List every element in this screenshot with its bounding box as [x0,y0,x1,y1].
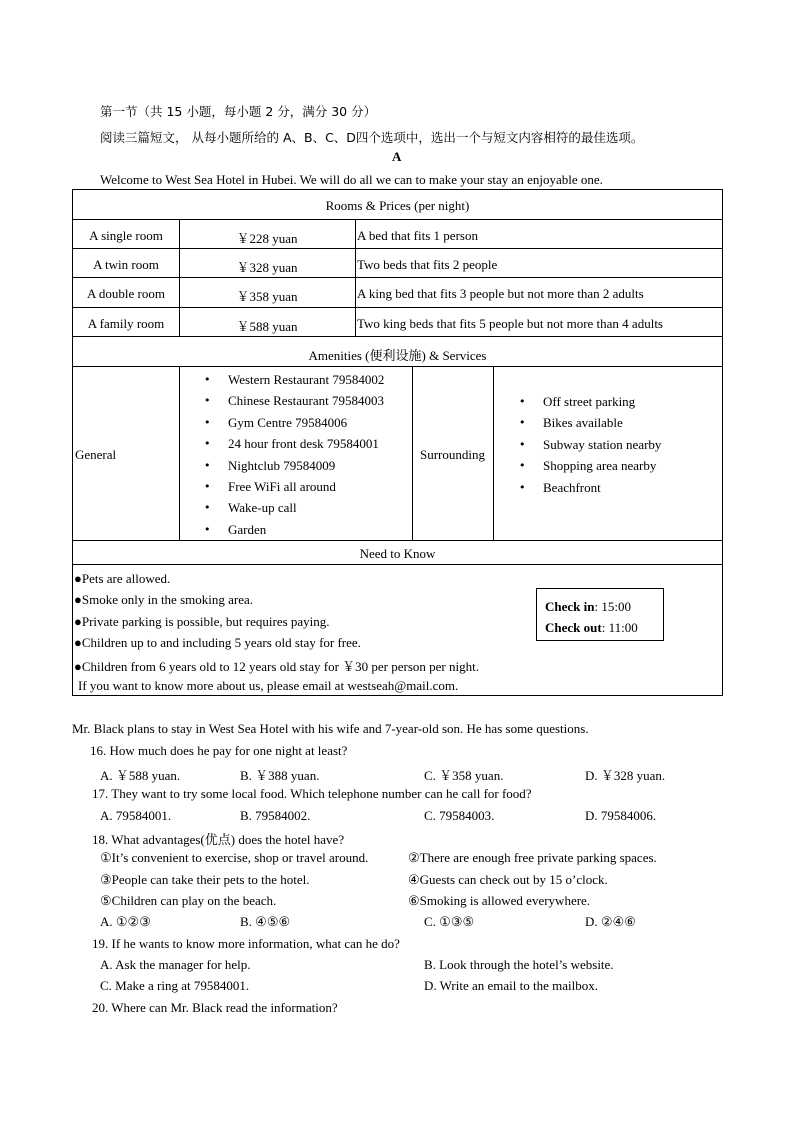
contact-line: If you want to know more about us, please email at westseah@mail.com. [78,678,459,693]
room-type: A double room [87,286,165,301]
option-b: B. Look through the hotel’s website. [424,957,614,972]
room-type: A single room [89,228,163,243]
list-item: • Free WiFi all around [204,476,384,497]
list-item: • 24 hour front desk 79584001 [204,433,384,454]
option-b: B. 79584002. [240,808,311,823]
statement: ②There are enough free private parking spaces. [408,850,657,865]
list-item: • Wake-up call [204,497,384,518]
option-a: A. 79584001. [100,808,172,823]
list-item: • Beachfront [519,477,661,498]
check-in-row [545,596,663,617]
need-to-know-title: Need to Know [359,546,436,561]
list-item: • Western Restaurant 79584002 [204,369,384,390]
notice-item: ●Smoke only in the smoking area. [74,592,253,607]
list-item: • Chinese Restaurant 79584003 [204,390,384,411]
check-in-time: : 15:00 [594,599,631,614]
list-item: • Garden [204,519,384,540]
rooms-prices-title: Rooms & Prices (per night) [325,198,470,213]
statement: ⑤Children can play on the beach. [100,893,277,908]
option-a: A. ￥588 yuan. [100,768,181,783]
question-intro: Mr. Black plans to stay in West Sea Hotel with his wife and 7-year-old son. He has some questions. [72,721,589,736]
room-price: ￥588 yuan [236,319,298,334]
room-desc: Two beds that fits 2 people [357,257,498,272]
room-type: A twin room [93,257,159,272]
list-item: • Gym Centre 79584006 [204,412,384,433]
statement: ①It’s convenient to exercise, shop or travel around. [100,850,369,865]
room-price: ￥358 yuan [236,289,298,304]
amenities-title: Amenities (便利设施) & Services [308,348,487,363]
notice-item: ●Children up to and including 5 years old stay for free. [74,635,361,650]
statement: ③People can take their pets to the hotel. [100,872,310,887]
notice-item: ●Private parking is possible, but requires paying. [74,614,330,629]
list-item: • Off street parking [519,391,661,412]
question-stem: 19. If he wants to know more information, what can he do? [92,936,400,951]
option-c: C. 79584003. [424,808,495,823]
welcome-line: Welcome to West Sea Hotel in Hubei. We will do all we can to make your stay an enjoyable one. [100,172,603,187]
option-d: D. Write an email to the mailbox. [424,978,598,993]
check-out-row [545,617,663,638]
question-stem: 18. What advantages(优点) does the hotel have? [92,832,345,847]
room-desc: A king bed that fits 3 people but not more than 2 adults [357,286,644,301]
list-item: • Subway station nearby [519,434,661,455]
option-c: C. ￥358 yuan. [424,768,504,783]
general-label: General [75,447,117,462]
option-d: D. ￥328 yuan. [585,768,666,783]
notice-item: ●Children from 6 years old to 12 years old stay for ￥30 per person per night. [74,659,479,674]
room-type: A family room [87,316,165,331]
room-price: ￥328 yuan [236,260,298,275]
option-b: B. ￥388 yuan. [240,768,320,783]
instructions: 阅读三篇短文， 从每小题所给的 A、B、C、D四个选项中，选出一个与短文内容相符的最佳选项。 [100,130,644,145]
check-out-label: Check out [545,620,602,635]
room-desc: Two king beds that fits 5 people but not more than 4 adults [357,316,663,331]
surrounding-list [519,391,661,498]
check-in-label: Check in [545,599,595,614]
statement: ④Guests can check out by 15 o’clock. [408,872,608,887]
check-out-time: : 11:00 [601,620,638,635]
option-c: C. Make a ring at 79584001. [100,978,250,993]
list-item: • Nightclub 79584009 [204,455,384,476]
option-a: A. ①②③ [100,914,151,929]
list-item: • Shopping area nearby [519,455,661,476]
question-stem: 17. They want to try some local food. Which telephone number can he call for food? [92,786,532,801]
option-b: B. ④⑤⑥ [240,914,291,929]
list-item: • Bikes available [519,412,661,433]
statement: ⑥Smoking is allowed everywhere. [408,893,591,908]
question-stem: 16. How much does he pay for one night at least? [90,743,348,758]
passage-letter: A [392,149,402,164]
question-stem: 20. Where can Mr. Black read the information? [92,1000,338,1015]
option-a: A. Ask the manager for help. [100,957,251,972]
option-d: D. ②④⑥ [585,914,636,929]
section-heading: 第一节（共 15 小题，每小题 2 分，满分 30 分） [100,104,377,119]
room-desc: A bed that fits 1 person [357,228,478,243]
room-price: ￥228 yuan [236,231,298,246]
surrounding-label: Surrounding [420,447,485,462]
option-c: C. ①③⑤ [424,914,475,929]
check-times-box [536,588,664,641]
notice-item: ●Pets are allowed. [74,571,171,586]
option-d: D. 79584006. [585,808,657,823]
general-list [204,369,384,540]
